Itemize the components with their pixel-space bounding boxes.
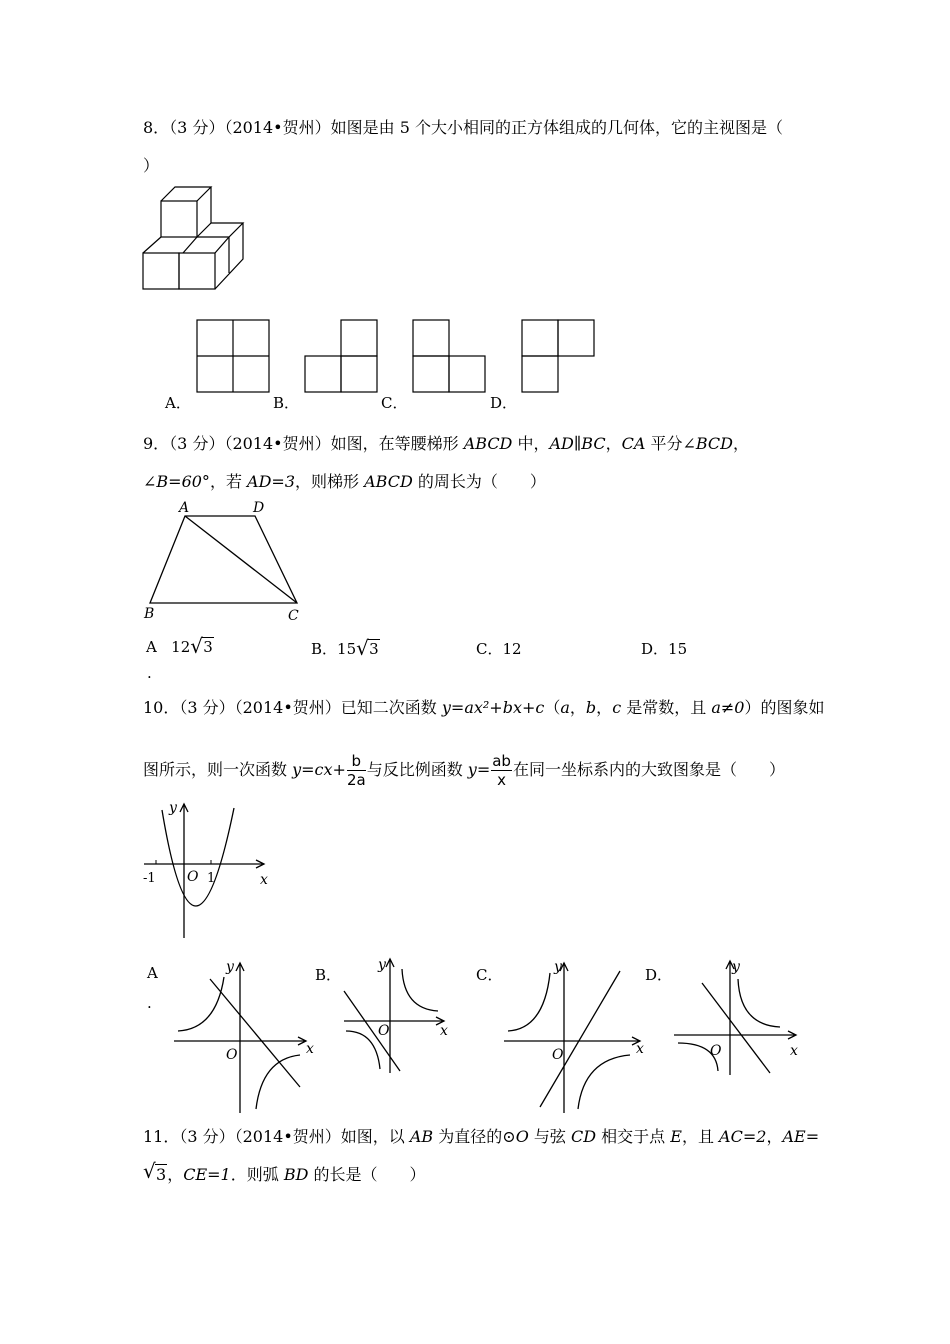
q10-parabola-figure xyxy=(140,798,280,943)
svg-text:y: y xyxy=(554,959,562,975)
q9-stem-line1: 9．（3 分）（2014•贺州）如图，在等腰梯形 ABCD 中，AD∥BC，CA 平分∠BCD， xyxy=(143,434,750,453)
q8-option-c-label[interactable]: C． xyxy=(381,394,408,412)
svg-text:1: 1 xyxy=(207,871,216,886)
q9-label-C: C xyxy=(288,608,299,624)
svg-text:O: O xyxy=(226,1047,238,1063)
q8-option-a-figure xyxy=(197,320,269,392)
svg-text:y: y xyxy=(226,959,234,975)
q9-option-b[interactable]: B．15 √ 3 xyxy=(311,636,379,660)
q8-option-a-label[interactable]: A． xyxy=(165,394,191,412)
q10-option-a-label[interactable]: A xyxy=(147,964,158,982)
svg-text:O: O xyxy=(187,869,199,885)
q9-label-A: A xyxy=(179,500,190,516)
q9-label-B: B xyxy=(144,606,155,622)
svg-text:O: O xyxy=(378,1023,390,1039)
svg-text:x: x xyxy=(440,1023,448,1039)
q8-option-c-figure xyxy=(413,320,485,392)
q8-solid-figure xyxy=(143,185,253,295)
q9-option-d[interactable]: D．15 xyxy=(641,640,688,658)
q10-option-c-graph xyxy=(500,955,650,1115)
q10-option-d-label[interactable]: D． xyxy=(645,966,673,984)
q10-option-a-dot: . xyxy=(147,994,152,1012)
q8-option-b-label[interactable]: B． xyxy=(273,394,300,412)
svg-text:O: O xyxy=(710,1043,722,1059)
q9-option-a-dot: . xyxy=(147,664,152,682)
q8-option-d-figure xyxy=(522,320,594,392)
q10-option-a-graph xyxy=(170,955,320,1115)
q9-option-c[interactable]: C．12 xyxy=(476,640,522,658)
q9-option-a[interactable]: A 12 √ 3 xyxy=(146,634,213,658)
svg-text:x: x xyxy=(790,1043,798,1059)
svg-text:x: x xyxy=(636,1041,644,1057)
svg-text:y: y xyxy=(169,800,177,816)
svg-text:y: y xyxy=(378,957,386,973)
q9-label-D: D xyxy=(253,500,265,516)
svg-text:-1: -1 xyxy=(143,871,156,886)
q8-stem-line1: 8．（3 分）（2014•贺州）如图是由 5 个大小相同的正方体组成的几何体，它的主视图是（ xyxy=(143,118,783,137)
svg-text:x: x xyxy=(306,1041,314,1057)
q10-option-b-graph xyxy=(340,955,460,1075)
q11-stem-line1: 11．（3 分）（2014•贺州）如图，以 AB 为直径的⊙O 与弦 CD 相交于点 E，且 AC=2，AE= xyxy=(143,1127,820,1146)
q11-stem-line2: √ 3，CE=1．则弧 BD 的长是（ ） xyxy=(143,1159,426,1184)
q8-option-b-figure xyxy=(305,320,377,392)
svg-text:x: x xyxy=(260,872,268,888)
svg-text:y: y xyxy=(732,959,740,975)
q8-stem-line2: ） xyxy=(143,156,160,175)
q10-stem-line2: 图所示，则一次函数 y=cx+ $\frac{b}{2a}$ 与反比例函数 y= $\frac{ab}{x}$ 在同一坐标系内的大致图象是（ ） xyxy=(143,752,785,789)
q9-trapezoid-figure xyxy=(140,498,320,628)
q8-option-d-label[interactable]: D． xyxy=(490,394,518,412)
q10-stem-line1: 10．（3 分）（2014•贺州）已知二次函数 y=ax²+bx+c（a，b，c 是常数，且 a≠0）的图象如 xyxy=(143,698,825,717)
q10-option-d-graph xyxy=(670,955,810,1085)
q10-option-b-label[interactable]: B． xyxy=(315,966,342,984)
q9-stem-line2: ∠B=60°，若 AD=3，则梯形 ABCD 的周长为（ ） xyxy=(143,472,546,491)
svg-text:O: O xyxy=(552,1047,564,1063)
q10-option-c-label[interactable]: C． xyxy=(476,966,503,984)
